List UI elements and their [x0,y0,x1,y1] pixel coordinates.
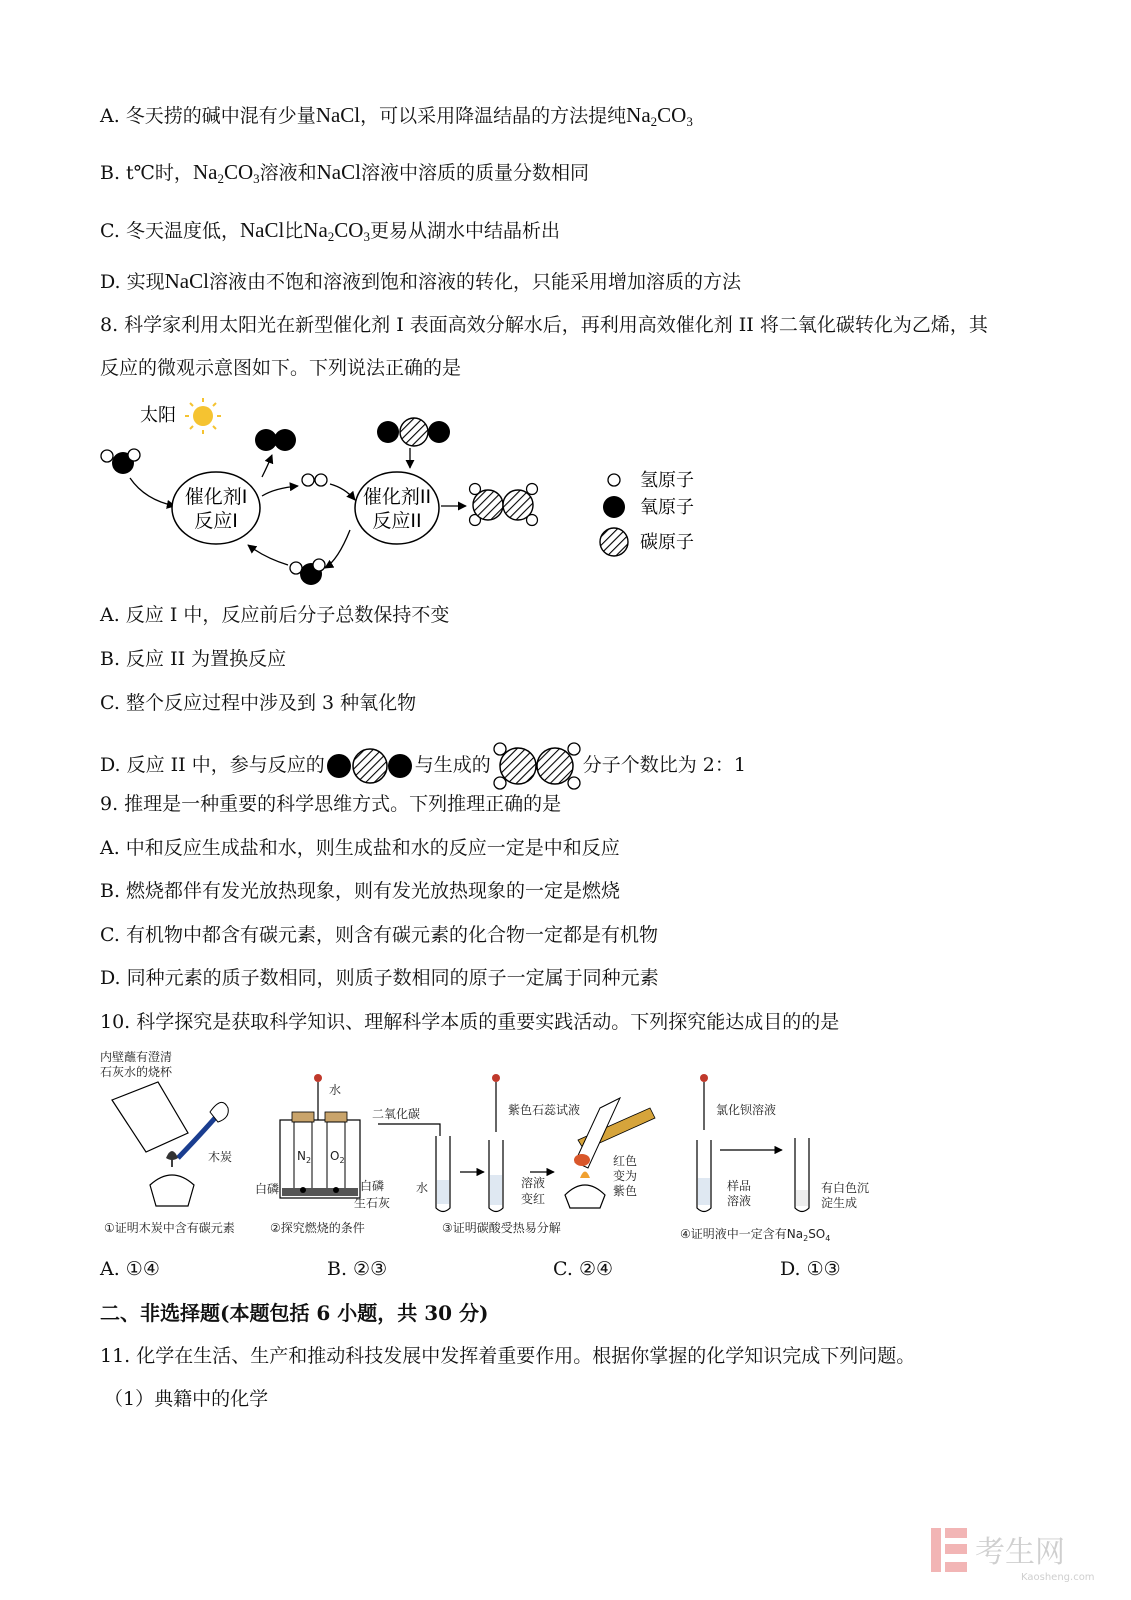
precipitate-label-2: 淀生成 [821,1196,858,1210]
white-phosphorus-label-left: 白磷 [255,1182,280,1196]
legend-carbon: 碳原子 [640,532,694,553]
ethylene-inline-icon [491,740,583,792]
sun-icon [185,398,221,434]
water-label: 水 [329,1083,342,1097]
svg-text:N2: $N_2$ [297,1149,312,1165]
carbon-dioxide-molecule-icon [377,418,450,446]
red-label-1: 红色 [613,1154,638,1168]
large-beaker-icon [280,1120,360,1198]
catalyst-1-ellipse [172,472,260,544]
red-label-3: 紫色 [613,1184,638,1198]
white-phosphorus-label-right: 白磷 [360,1179,385,1193]
turns-red-label-1: 溶液 [521,1176,546,1190]
experiment-2-caption: ②探究燃烧的条件 [270,1221,365,1235]
turns-red-label-2: 变红 [521,1192,546,1206]
watermark-url: Kaosheng.com [1021,1572,1095,1583]
watermark [923,1518,1123,1588]
q8-stem-line2: 反应的微观示意图如下。下列说法正确的是 [100,357,462,379]
q10-stem: 10. 科学探究是获取科学知识、理解科学本质的重要实践活动。下列探究能达成目的的是 [100,1011,840,1033]
watermark-logo-icon [931,1528,967,1572]
catalyst-2-label: 催化剂II [362,486,432,508]
hydrogen-atom-legend-icon [608,474,620,486]
oxygen-atom-legend-icon [603,496,625,518]
water-molecule-icon [101,449,140,474]
q11-sub1: （1）典籍中的化学 [104,1388,269,1410]
q7-option-d: D. 实现NaCl溶液由不饱和溶液到饱和溶液的转化，只能采用增加溶质的方法 [100,269,741,293]
q9-option-d: D. 同种元素的质子数相同，则质子数相同的原子一定属于同种元素 [100,967,659,989]
water-molecule-recycled-icon [290,559,325,585]
quicklime-label: 生石灰 [354,1196,391,1210]
q10-experiment-figure [0,1045,880,1245]
q9-option-a: A. 中和反应生成盐和水，则生成盐和水的反应一定是中和反应 [100,837,620,859]
red-label-2: 变为 [613,1169,638,1183]
reaction-1-label: 反应I [194,510,238,532]
q10-option-b: B. ②③ [327,1258,388,1280]
q7-option-b: B. t℃时，$Na_2CO_3$溶液和NaCl溶液中溶质的质量分数相同 [100,160,589,186]
catalyst-2-ellipse [355,472,439,544]
legend-oxygen: 氧原子 [640,497,694,518]
q10-option-d: D. ①③ [780,1258,841,1280]
section-2-heading: 二、非选择题(本题包括 6 小题，共 30 分) [100,1301,489,1325]
svg-text:O2: $O_2$ [330,1149,345,1165]
q9-stem: 9. 推理是一种重要的科学思维方式。下列推理正确的是 [100,793,562,815]
q8-option-a: A. 反应 I 中，反应前后分子总数保持不变 [100,604,450,626]
co2-label: 二氧化碳 [372,1107,421,1121]
alcohol-lamp-icon [150,1175,194,1206]
legend-hydrogen: 氢原子 [640,470,694,491]
water-label-3: 水 [416,1181,429,1195]
sample-label-1: 样品 [727,1179,752,1193]
beaker-label-2: 石灰水的烧杯 [100,1065,173,1079]
q9-option-c: C. 有机物中都含有碳元素，则含有碳元素的化合物一定都是有机物 [100,924,658,946]
q8-option-d: D. 反应 II 中，参与反应的 与生成的 分子个数比为 2：1 [100,740,746,792]
bacl2-label: 氯化钡溶液 [716,1103,777,1117]
q8-stem-line1: 8. 科学家利用太阳光在新型催化剂 I 表面高效分解水后，再利用高效催化剂 II 将二氧化碳转化为乙烯，其 [100,314,988,336]
sample-label-2: 溶液 [727,1194,752,1208]
charcoal-label: 木炭 [208,1150,233,1164]
dropper-bulb-icon [314,1074,322,1082]
catalyst-1-label: 催化剂I [184,486,248,508]
litmus-label: 紫色石蕊试液 [508,1103,581,1117]
q8-option-c: C. 整个反应过程中涉及到 3 种氧化物 [100,692,417,714]
carbon-atom-legend-icon [600,528,628,556]
experiment-1-caption: ①证明木炭中含有碳元素 [104,1221,235,1235]
q8-reaction-diagram [0,390,760,590]
precipitate-label-1: 有白色沉 [821,1181,870,1195]
co2-inline-icon [325,746,415,786]
q7-option-a: A. 冬天捞的碱中混有少量NaCl，可以采用降温结晶的方法提纯$Na_2CO_3$ [100,103,693,129]
q7-option-c: C. 冬天温度低，NaCl比$Na_2CO_3$更易从湖水中结晶析出 [100,218,560,244]
sun-label: 太阳 [140,405,176,426]
q10-option-a: A. ①④ [100,1258,160,1280]
beaker-icon [112,1082,188,1152]
ethylene-molecule-icon [470,484,538,526]
q9-option-b: B. 燃烧都伴有发光放热现象，则有发光放热现象的一定是燃烧 [100,880,621,902]
q8-option-b: B. 反应 II 为置换反应 [100,648,287,670]
watermark-text: 考生网 [975,1535,1065,1570]
hydrogen-molecule-icon [302,474,327,486]
oxygen-molecule-icon [255,429,296,451]
experiment-3-caption: ③证明碳酸受热易分解 [442,1221,561,1235]
experiment-4-caption: ④证明液中一定含有$Na_2SO_4$ [680,1227,831,1243]
beaker-label-1: 内壁蘸有澄清 [100,1050,173,1064]
q11-stem: 11. 化学在生活、生产和推动科技发展中发挥着重要作用。根据你掌握的化学知识完成下列问题。 [100,1345,916,1367]
q10-option-c: C. ②④ [553,1258,614,1280]
reaction-2-label: 反应II [372,510,422,532]
